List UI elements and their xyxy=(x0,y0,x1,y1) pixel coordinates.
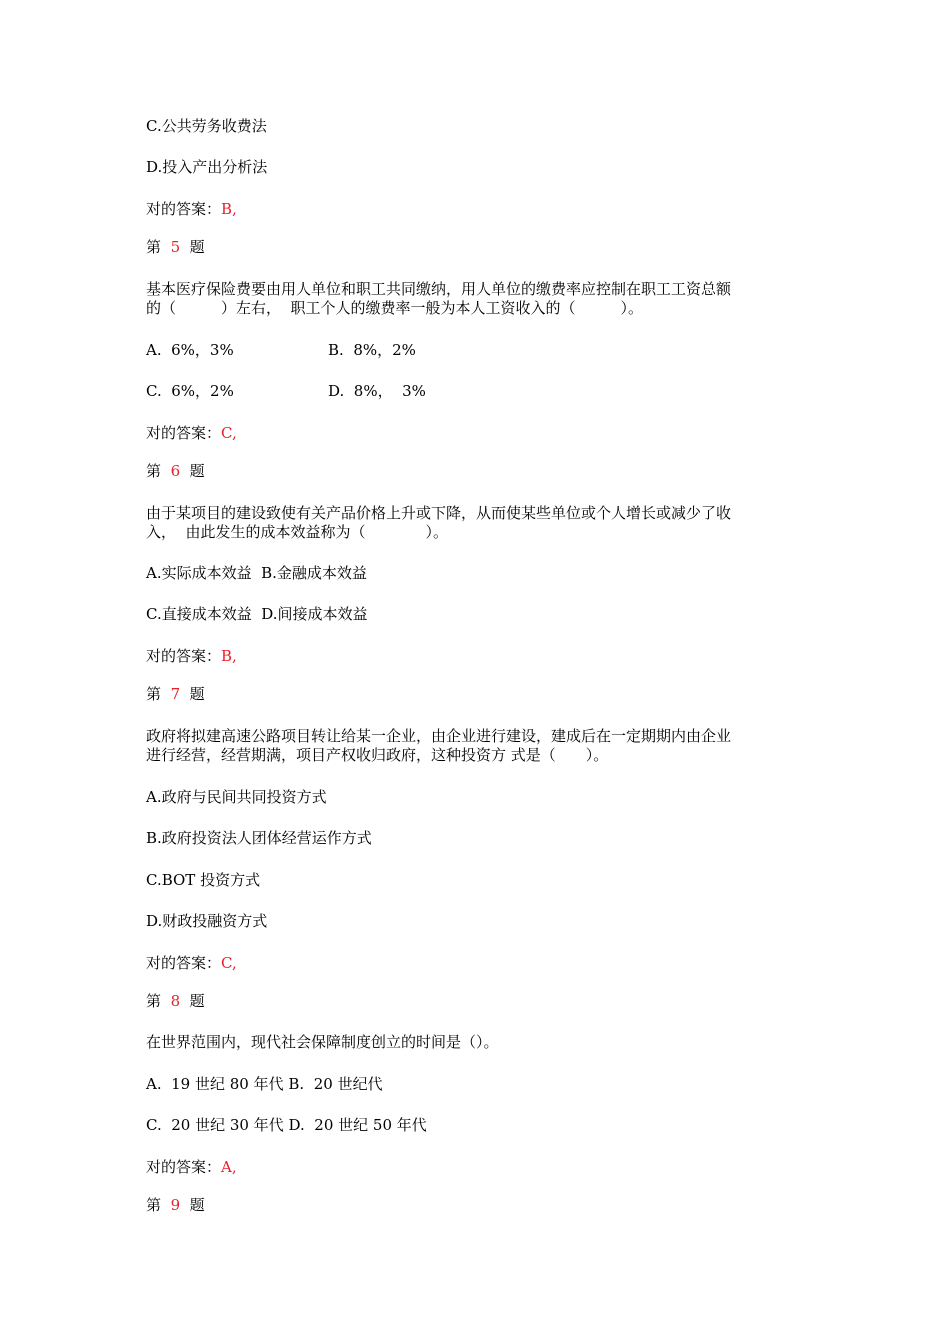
answer-value: B, xyxy=(221,200,237,218)
option-b: B. 8%，2% xyxy=(328,341,416,359)
option-row xyxy=(146,382,426,400)
option-a: A. 6%，3% xyxy=(146,341,234,359)
option-c: C.BOT 投资方式 xyxy=(146,871,261,889)
question-number: 5 xyxy=(170,238,181,256)
option-d: D.投入产出分析法 xyxy=(146,158,268,176)
answer-value: C, xyxy=(221,954,237,972)
answer-line: 对的答案：B, xyxy=(146,647,237,665)
answer-value: B, xyxy=(221,647,237,665)
question-stem: 在世界范围内，现代社会保障制度创立的时间是（）。 xyxy=(146,1033,499,1051)
option-row: A.实际成本效益 B.金融成本效益 xyxy=(146,564,367,582)
option-row: A. 19 世纪 80 年代 B. 20 世纪代 xyxy=(146,1075,383,1093)
question-heading: 第 5 题 xyxy=(146,238,205,256)
option-row: C. 20 世纪 30 年代 D. 20 世纪 50 年代 xyxy=(146,1116,427,1134)
answer-line: 对的答案：C, xyxy=(146,954,237,972)
question-heading: 第 6 题 xyxy=(146,462,205,480)
question-number: 8 xyxy=(170,992,181,1010)
question-stem: 的（ ）左右， 职工个人的缴费率一般为本人工资收入的（ ）。 xyxy=(146,299,644,317)
answer-prefix: 对的答案： xyxy=(146,200,222,218)
option-d: D.财政投融资方式 xyxy=(146,912,268,930)
question-heading: 第 8 题 xyxy=(146,992,205,1010)
question-stem: 由于某项目的建设致使有关产品价格上升或下降，从而使某些单位或个人增长或减少了收 xyxy=(146,504,732,522)
answer-value: C, xyxy=(221,424,237,442)
answer-line xyxy=(146,200,237,218)
question-heading: 第 7 题 xyxy=(146,685,205,703)
question-number: 6 xyxy=(170,462,181,480)
answer-line: 对的答案：C, xyxy=(146,424,237,442)
question-number: 7 xyxy=(170,685,181,703)
question-stem: 进行经营，经营期满，项目产权收归政府，这种投资方 式是（ ）。 xyxy=(146,746,609,764)
answer-value: A, xyxy=(221,1158,237,1176)
option-c: C.公共劳务收费法 xyxy=(146,117,267,135)
option-c: C. 6%，2% xyxy=(146,382,234,400)
question-heading: 第 9 题 xyxy=(146,1196,205,1214)
option-b: B.政府投资法人团体经营运作方式 xyxy=(146,829,372,847)
question-stem: 入， 由此发生的成本效益称为（ ）。 xyxy=(146,523,449,541)
option-a: A.政府与民间共同投资方式 xyxy=(146,788,327,806)
option-row xyxy=(146,341,416,359)
question-number: 9 xyxy=(170,1196,181,1214)
question-stem: 基本医疗保险费要由用人单位和职工共同缴纳，用人单位的缴费率应控制在职工工资总额 xyxy=(146,280,732,298)
question-stem: 政府将拟建高速公路项目转让给某一企业，由企业进行建设，建成后在一定期期内由企业 xyxy=(146,727,732,745)
option-row: C.直接成本效益 D.间接成本效益 xyxy=(146,605,368,623)
option-d: D. 8%， 3% xyxy=(328,382,426,400)
answer-line: 对的答案：A, xyxy=(146,1158,237,1176)
